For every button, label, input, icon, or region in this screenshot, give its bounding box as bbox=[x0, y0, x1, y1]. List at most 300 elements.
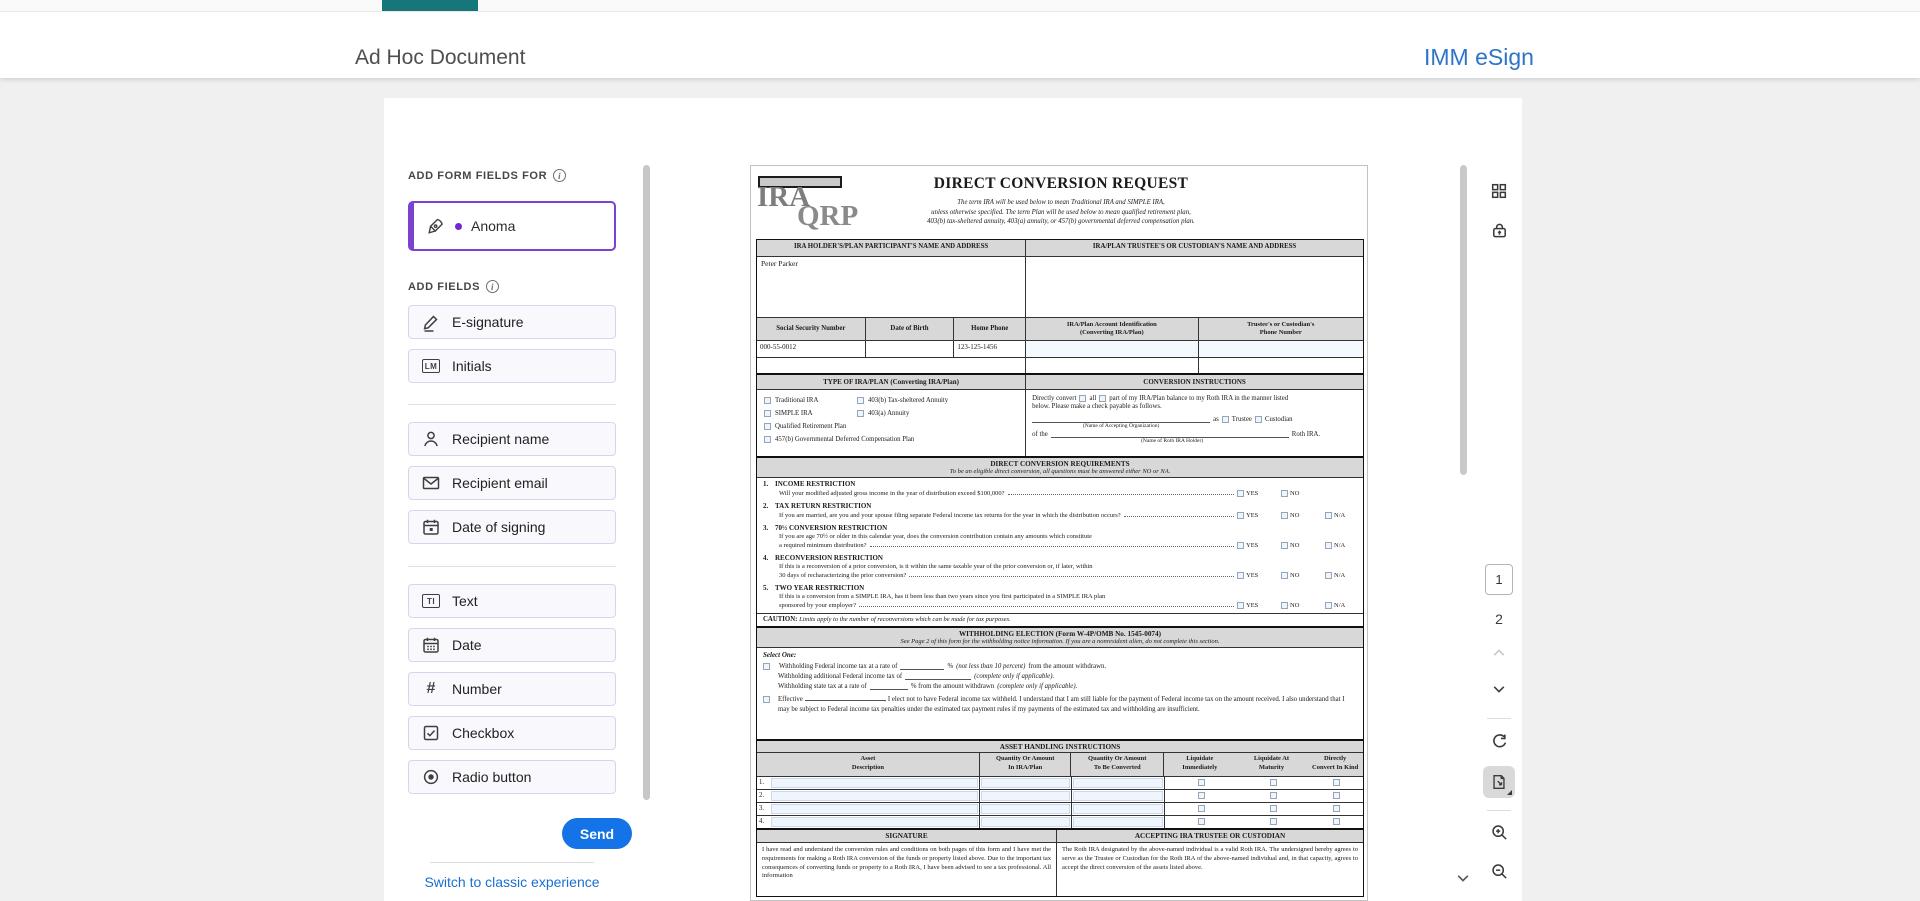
checkbox bbox=[1333, 779, 1340, 786]
form-table bbox=[756, 239, 1364, 897]
text: Trustee bbox=[1231, 416, 1252, 423]
asset-col bbox=[1236, 753, 1308, 776]
answer-no bbox=[1281, 602, 1325, 609]
item-num: 5. bbox=[763, 584, 769, 592]
option-label: 403(a) Annuity bbox=[868, 410, 910, 417]
dotted-leader bbox=[859, 606, 1234, 607]
document-page[interactable] bbox=[750, 165, 1368, 901]
lock-fields-button[interactable] bbox=[1483, 214, 1515, 246]
input-field bbox=[771, 817, 978, 827]
field-button-recipient-email[interactable] bbox=[408, 466, 616, 500]
caution-label: CAUTION: bbox=[763, 616, 798, 623]
zoom-out-button[interactable] bbox=[1486, 858, 1512, 884]
text: (not less than 10 percent) bbox=[956, 663, 1026, 670]
add-form-fields-text: ADD FORM FIELDS FOR bbox=[408, 169, 548, 182]
field-label: Number bbox=[452, 681, 502, 697]
conversion-header: CONVERSION INSTRUCTIONS bbox=[1026, 375, 1363, 390]
answer-label: NO bbox=[1290, 490, 1300, 497]
input-field bbox=[981, 778, 1070, 788]
type-section bbox=[757, 375, 1025, 456]
asset-column-headers bbox=[757, 752, 1363, 776]
page-down-button[interactable] bbox=[1489, 681, 1509, 699]
asset-row bbox=[757, 776, 1363, 789]
col-line: Immediately bbox=[1182, 763, 1218, 771]
zoom-out-icon bbox=[1490, 862, 1509, 881]
header-line: (Converting IRA/Plan) bbox=[1079, 329, 1144, 337]
checkbox bbox=[1333, 792, 1340, 799]
hash-icon: # bbox=[426, 680, 436, 697]
brand-logo: IMM eSign bbox=[1424, 44, 1534, 70]
checkbox bbox=[1237, 512, 1244, 519]
page-up-button[interactable] bbox=[1489, 643, 1509, 661]
trustee-phone-value bbox=[1198, 341, 1363, 357]
field-label: Date bbox=[452, 637, 482, 653]
grid-icon bbox=[1490, 182, 1508, 200]
next-page-number[interactable]: 2 bbox=[1495, 611, 1503, 627]
item-num: 1. bbox=[763, 480, 769, 488]
logo-text-qrp: QRP bbox=[797, 200, 859, 232]
blank-line bbox=[870, 683, 908, 690]
item-title: INCOME RESTRICTION bbox=[775, 480, 856, 488]
option-label: Qualified Retirement Plan bbox=[775, 423, 847, 430]
row-num: 3. bbox=[759, 805, 765, 812]
checkbox bbox=[1325, 602, 1332, 609]
type-option bbox=[857, 410, 909, 417]
checkbox bbox=[1099, 395, 1106, 402]
text: Effective bbox=[778, 696, 803, 703]
checkbox bbox=[1281, 572, 1288, 579]
asset-header bbox=[757, 739, 1363, 752]
field-label: Recipient email bbox=[452, 475, 548, 491]
blank-cell bbox=[757, 358, 1025, 373]
document-subtitle bbox=[811, 198, 1311, 227]
checkbox bbox=[1270, 792, 1277, 799]
subtitle-line: unless otherwise specified. The term Plan will be used below to mean qualified retirement plan, bbox=[931, 208, 1191, 216]
withholding-header bbox=[757, 626, 1363, 647]
initials-icon: LM bbox=[421, 356, 441, 376]
asset-col bbox=[1070, 753, 1163, 776]
zoom-in-button[interactable] bbox=[1486, 819, 1512, 845]
answer-yes bbox=[1237, 542, 1281, 549]
option-label: SIMPLE IRA bbox=[775, 410, 813, 417]
field-button-number[interactable] bbox=[408, 672, 616, 706]
signature-pen-icon bbox=[421, 312, 441, 332]
requirement-item bbox=[763, 554, 1359, 584]
app-header bbox=[0, 12, 1920, 78]
question-text: sponsored by your employer? bbox=[779, 602, 857, 609]
signature-header-row bbox=[757, 828, 1363, 842]
asset-row bbox=[757, 802, 1363, 815]
holder-value-row bbox=[757, 256, 1363, 317]
dob-header: Date of Birth bbox=[865, 318, 954, 340]
type-option bbox=[857, 397, 948, 404]
accepting-text: The Roth IRA designated by the above-named individual is a valid Roth IRA. The undersigned hereby agrees to serve as the Trustee or Custodian for the Roth IRA of the above-named individual and, in that capacity, agrees to accept the direct conversion of the assets listed above. bbox=[1056, 843, 1363, 896]
row-num: 2. bbox=[759, 792, 765, 799]
field-button-recipient-name[interactable] bbox=[408, 422, 616, 456]
checkbox bbox=[857, 410, 864, 417]
text: % bbox=[947, 663, 954, 670]
subtitle-line: 403(b) tax-sheltered annuity, 403(a) annuity, or 457(b) governmental deferred compensation plan. bbox=[927, 218, 1195, 226]
input-field bbox=[771, 778, 978, 788]
question-text: If this is a reconversion of a prior conversion, is it within the same taxable year of the prior conversion or, if later, within bbox=[779, 563, 1093, 570]
requirements-header bbox=[757, 456, 1363, 477]
divider bbox=[1487, 810, 1511, 811]
recipient-name: Anoma bbox=[471, 218, 516, 234]
add-fields-text: ADD FIELDS bbox=[408, 280, 480, 293]
dotted-leader bbox=[870, 546, 1234, 547]
top-strip bbox=[0, 0, 1920, 12]
rotate-icon bbox=[1490, 732, 1509, 751]
asset-col bbox=[1164, 753, 1236, 776]
answer-no bbox=[1281, 542, 1325, 549]
answer-label: N/A bbox=[1334, 542, 1346, 549]
asset-check-cols bbox=[1163, 753, 1363, 776]
text: Withholding state tax at a rate of bbox=[778, 683, 867, 690]
text: Directly convert bbox=[1032, 395, 1077, 402]
person-icon bbox=[421, 429, 441, 449]
conversion-line4 bbox=[1032, 431, 1357, 438]
field-button-date-of-signing[interactable] bbox=[408, 510, 616, 544]
col-line: In IRA/Plan bbox=[1008, 763, 1043, 771]
row-num: 1. bbox=[759, 779, 765, 786]
checkbox bbox=[1270, 818, 1277, 825]
item-title: TWO YEAR RESTRICTION bbox=[775, 584, 865, 592]
col-line: Liquidate bbox=[1186, 755, 1214, 762]
input-field bbox=[1073, 791, 1163, 801]
blank-cell bbox=[1198, 358, 1363, 373]
dotted-leader bbox=[909, 576, 1234, 577]
scroll-down-icon[interactable] bbox=[1455, 873, 1471, 885]
asset-col bbox=[757, 753, 979, 776]
question-text: a required minimum distribution? bbox=[779, 542, 867, 549]
checkbox bbox=[1222, 416, 1229, 423]
add-form-fields-label bbox=[408, 169, 616, 182]
answer-no bbox=[1281, 512, 1325, 519]
checkbox bbox=[764, 410, 771, 417]
answer-yes bbox=[1237, 512, 1281, 519]
field-label: Checkbox bbox=[452, 725, 515, 741]
checkbox bbox=[1325, 572, 1332, 579]
field-label: Date of signing bbox=[452, 519, 546, 535]
text: as bbox=[1213, 416, 1219, 423]
menu-corner-indicator bbox=[1507, 790, 1512, 795]
item-title: RECONVERSION RESTRICTION bbox=[775, 554, 883, 562]
withholding-option3 bbox=[763, 683, 1357, 690]
chevron-down-icon bbox=[1491, 684, 1507, 696]
header-line: Trustee's or Custodian's bbox=[1247, 321, 1315, 328]
type-header: TYPE OF IRA/PLAN (Converting IRA/Plan) bbox=[757, 375, 1025, 390]
type-option bbox=[764, 410, 813, 417]
input-field bbox=[1073, 804, 1163, 814]
checkbox bbox=[1333, 805, 1340, 812]
question-text: 30 days of recharacterizing the prior conversion? bbox=[779, 572, 907, 579]
answer-yes bbox=[1237, 602, 1281, 609]
type-option bbox=[764, 423, 846, 430]
holder-header-row bbox=[757, 240, 1363, 256]
asset-row bbox=[757, 815, 1363, 828]
holder-header: IRA HOLDER'S/PLAN PARTICIPANT'S NAME AND ADDRESS bbox=[757, 240, 1025, 256]
divider bbox=[1487, 718, 1511, 719]
option-label: 403(b) Tax-sheltered Annuity bbox=[868, 397, 949, 404]
caption: (Name of Roth IRA Holder) bbox=[1141, 438, 1204, 444]
requirements-title: DIRECT CONVERSION REQUIREMENTS bbox=[990, 460, 1130, 468]
text: % from the amount withdrawn bbox=[910, 683, 995, 690]
answer-label: YES bbox=[1246, 512, 1259, 519]
withholding-option4 bbox=[763, 694, 1357, 715]
text: (complete only if applicable). bbox=[997, 683, 1078, 690]
account-id-value bbox=[1025, 341, 1197, 357]
text: , I elect not to have Federal income tax withheld. I understand that I am still liable for the payment of Federal income tax on the amount received. I also understand that I may be subject to Federal income tax penalties under the estimated tax payment rules if my payments of the estimated tax and withholding are insufficient. bbox=[778, 696, 1345, 714]
answer-label: NO bbox=[1290, 602, 1300, 609]
answer-na bbox=[1325, 602, 1355, 609]
col-line: To Be Converted bbox=[1093, 763, 1141, 771]
answer-label: NO bbox=[1290, 542, 1300, 549]
col-line: Asset bbox=[860, 755, 876, 762]
checkbox bbox=[1281, 602, 1288, 609]
signature-text: I have read and understand the conversion rules and conditions on both pages of this form and I have met the requirements for making a Roth IRA conversion of the funds or property listed above. Due to the important tax consequences of converting funds or property to a Roth IRA, I have been advised to see a tax professional. All information bbox=[762, 846, 1052, 880]
recipient-selector[interactable] bbox=[408, 201, 616, 251]
text-field-icon: TI bbox=[421, 591, 441, 611]
answer-label: YES bbox=[1246, 542, 1259, 549]
answer-no bbox=[1281, 572, 1325, 579]
asset-row bbox=[757, 789, 1363, 802]
blank-cell bbox=[1025, 358, 1197, 373]
requirement-item bbox=[763, 584, 1359, 612]
header-line: Phone Number bbox=[1259, 329, 1302, 337]
input-field bbox=[771, 791, 978, 801]
col-line: Maturity bbox=[1258, 763, 1285, 771]
requirements-subtitle: To be an eligible direct conversion, all questions must be answered either NO or NA. bbox=[949, 468, 1171, 475]
dotted-leader bbox=[1124, 516, 1234, 517]
answer-no bbox=[1281, 490, 1325, 497]
asset-col bbox=[979, 753, 1071, 776]
answer-label: N/A bbox=[1334, 602, 1346, 609]
answer-na bbox=[1325, 572, 1355, 579]
signature-header: SIGNATURE bbox=[757, 830, 1056, 842]
answer-yes bbox=[1237, 490, 1281, 497]
text: from the amount withdrawn. bbox=[1028, 663, 1107, 670]
checkbox bbox=[1281, 512, 1288, 519]
checkbox bbox=[1237, 490, 1244, 497]
withholding-option1 bbox=[763, 663, 1357, 670]
item-title: 70½ CONVERSION RESTRICTION bbox=[775, 524, 888, 532]
withholding-subtitle: See Page 2 of this form for the withholding notice information. If you are a nonresident alien, do not complete this section. bbox=[900, 638, 1220, 645]
checkbox bbox=[764, 397, 771, 404]
field-label: Initials bbox=[452, 358, 492, 374]
page-thumbnails-button[interactable] bbox=[1483, 175, 1515, 207]
item-title: TAX RETURN RESTRICTION bbox=[775, 502, 872, 510]
text: (complete only if applicable). bbox=[974, 673, 1055, 680]
field-button-checkbox[interactable] bbox=[408, 716, 616, 750]
info-header-row bbox=[757, 317, 1363, 340]
phone-header: Home Phone bbox=[953, 318, 1025, 340]
info-value-row bbox=[757, 340, 1363, 357]
text: Roth IRA. bbox=[1291, 431, 1321, 438]
withholding-title: WITHHOLDING ELECTION (Form W-4P/OMB No. 1545-0074) bbox=[958, 630, 1162, 638]
accepting-header: ACCEPTING IRA TRUSTEE OR CUSTODIAN bbox=[1056, 830, 1363, 842]
checkbox bbox=[1281, 490, 1288, 497]
asset-col bbox=[1307, 753, 1363, 776]
switch-classic-link[interactable]: Switch to classic experience bbox=[424, 874, 600, 890]
page-title: Ad Hoc Document bbox=[355, 46, 526, 69]
document-title: DIRECT CONVERSION REQUEST bbox=[933, 175, 1189, 192]
col-line: Quantity Or Amount bbox=[1088, 755, 1147, 762]
blank-line bbox=[905, 673, 971, 680]
active-tab-indicator bbox=[382, 0, 478, 11]
conversion-line1 bbox=[1032, 395, 1357, 402]
text: Custodian bbox=[1264, 416, 1293, 423]
checkbox bbox=[1198, 779, 1205, 786]
header-line: IRA/Plan Account Identification bbox=[1066, 321, 1157, 328]
col-line: Description bbox=[851, 763, 885, 771]
checkbox bbox=[1325, 542, 1332, 549]
info-icon[interactable] bbox=[553, 169, 566, 182]
checkbox bbox=[1198, 805, 1205, 812]
question-text: Will your modified adjusted gross income in the year of distribution exceed $100,000? bbox=[779, 490, 1005, 497]
checkbox bbox=[1237, 572, 1244, 579]
ssn-value: 000-55-0012 bbox=[760, 343, 797, 351]
checkbox bbox=[1237, 542, 1244, 549]
field-button-radio[interactable] bbox=[408, 760, 616, 794]
field-label: Radio button bbox=[452, 769, 532, 785]
checkbox bbox=[764, 423, 771, 430]
text: all bbox=[1089, 395, 1097, 402]
field-button-initials[interactable] bbox=[408, 349, 616, 383]
holder-name-value: Peter Parker bbox=[761, 259, 798, 268]
requirement-item bbox=[763, 502, 1359, 524]
field-label: Text bbox=[452, 593, 478, 609]
divider bbox=[430, 862, 594, 863]
rotate-button[interactable] bbox=[1486, 728, 1512, 754]
caution-text: Limits apply to the number of reconversions which can be made for tax purposes. bbox=[799, 616, 1011, 623]
input-field bbox=[771, 804, 978, 814]
caption: (Name of Accepting Organization) bbox=[1082, 423, 1160, 429]
lock-icon bbox=[1490, 221, 1509, 240]
trustee-name-value bbox=[1025, 257, 1363, 317]
field-button-date[interactable] bbox=[408, 628, 616, 662]
pen-nib-icon bbox=[426, 216, 446, 236]
question-text: If you are age 70½ or older in this calendar year, does the conversion contribution contain any amounts which constitute bbox=[779, 533, 1092, 540]
caution-row bbox=[757, 613, 1363, 626]
checkbox bbox=[857, 397, 864, 404]
dotted-leader bbox=[1008, 494, 1234, 495]
conversion-section bbox=[1025, 375, 1363, 456]
blank-line bbox=[900, 663, 944, 670]
add-fields-label bbox=[408, 280, 616, 293]
ssn-header: Social Security Number bbox=[757, 318, 865, 340]
fit-page-icon bbox=[1490, 773, 1508, 791]
checkbox bbox=[1333, 818, 1340, 825]
type-options bbox=[757, 390, 1025, 456]
question-text: If this is a conversion from a SIMPLE IRA, has it been less than two years since you first participated in a SIMPLE IRA plan bbox=[779, 593, 1106, 600]
blank-line bbox=[1032, 416, 1210, 423]
current-page-indicator[interactable]: 1 bbox=[1485, 564, 1513, 595]
logo-text-ira: IRA bbox=[757, 181, 811, 213]
calendar-signing-icon bbox=[421, 517, 441, 537]
option-label: 457(b) Governmental Deferred Compensation Plan bbox=[775, 436, 915, 443]
answer-label: N/A bbox=[1334, 572, 1346, 579]
dob-value bbox=[865, 341, 954, 357]
calendar-icon bbox=[421, 635, 441, 655]
requirement-item bbox=[763, 480, 1359, 502]
account-id-header bbox=[1025, 318, 1197, 340]
blank-line bbox=[1051, 431, 1289, 438]
answer-label: YES bbox=[1246, 602, 1259, 609]
field-label: E-signature bbox=[452, 314, 524, 330]
send-button[interactable]: Send bbox=[562, 818, 632, 849]
checkbox bbox=[763, 663, 770, 670]
conversion-line3 bbox=[1032, 416, 1357, 423]
col-line: Convert In Kind bbox=[1312, 763, 1359, 771]
checkbox bbox=[764, 436, 771, 443]
input-field bbox=[1073, 778, 1163, 788]
item-num: 4. bbox=[763, 554, 769, 562]
field-button-esignature[interactable] bbox=[408, 305, 616, 339]
checkbox bbox=[1079, 395, 1086, 402]
checkbox bbox=[1237, 602, 1244, 609]
conversion-body bbox=[1026, 390, 1363, 446]
document-scrollbar[interactable] bbox=[1460, 165, 1467, 475]
answer-label: N/A bbox=[1334, 512, 1346, 519]
answer-label: NO bbox=[1290, 572, 1300, 579]
type-option bbox=[764, 436, 914, 443]
input-field bbox=[1073, 817, 1163, 827]
answer-label: YES bbox=[1246, 572, 1259, 579]
signature-body-row bbox=[757, 842, 1363, 896]
type-conversion-row bbox=[757, 373, 1363, 456]
zoom-in-icon bbox=[1490, 823, 1509, 842]
requirement-item bbox=[763, 524, 1359, 554]
checkbox bbox=[763, 696, 770, 703]
divider bbox=[408, 566, 616, 567]
envelope-icon bbox=[421, 473, 441, 493]
answer-label: NO bbox=[1290, 512, 1300, 519]
input-field bbox=[981, 791, 1070, 801]
text: part of my IRA/Plan balance to my Roth IRA in the manner listed bbox=[1109, 395, 1289, 402]
withholding-body bbox=[757, 647, 1363, 739]
checkbox bbox=[1325, 512, 1332, 519]
option-label: Traditional IRA bbox=[775, 397, 819, 404]
field-button-text[interactable] bbox=[408, 584, 616, 618]
subtitle-line: The term IRA will be used below to mean Traditional IRA and SIMPLE IRA, bbox=[957, 199, 1165, 206]
divider bbox=[408, 404, 616, 405]
blank-line bbox=[805, 694, 885, 701]
row-num: 4. bbox=[759, 818, 765, 825]
text: of the bbox=[1032, 431, 1048, 438]
input-field bbox=[981, 804, 1070, 814]
text: Withholding additional Federal income tax of bbox=[778, 673, 903, 680]
asset-title: ASSET HANDLING INSTRUCTIONS bbox=[999, 743, 1121, 751]
radio-icon bbox=[421, 767, 441, 787]
fit-page-button[interactable] bbox=[1483, 766, 1515, 798]
trustee-header: IRA/PLAN TRUSTEE'S OR CUSTODIAN'S NAME AND ADDRESS bbox=[1025, 240, 1363, 256]
checkbox bbox=[1270, 805, 1277, 812]
phone-value: 123-125-1456 bbox=[953, 341, 1025, 357]
checkbox bbox=[1281, 542, 1288, 549]
type-option bbox=[764, 397, 818, 404]
answer-label: YES bbox=[1246, 490, 1259, 497]
checkbox bbox=[1198, 818, 1205, 825]
checkbox bbox=[1198, 792, 1205, 799]
chevron-up-icon bbox=[1491, 646, 1507, 658]
withholding-option2 bbox=[763, 673, 1357, 680]
checkbox bbox=[1270, 779, 1277, 786]
answer-yes bbox=[1237, 572, 1281, 579]
question-text: If you are married, are you and your spouse filing separate Federal income tax returns for the year in which the distribution occurs? bbox=[779, 512, 1121, 519]
info-icon[interactable] bbox=[486, 280, 499, 293]
conversion-line2: below. Please make a check payable as follows. bbox=[1032, 403, 1162, 410]
sidebar-scrollbar[interactable] bbox=[643, 165, 650, 800]
